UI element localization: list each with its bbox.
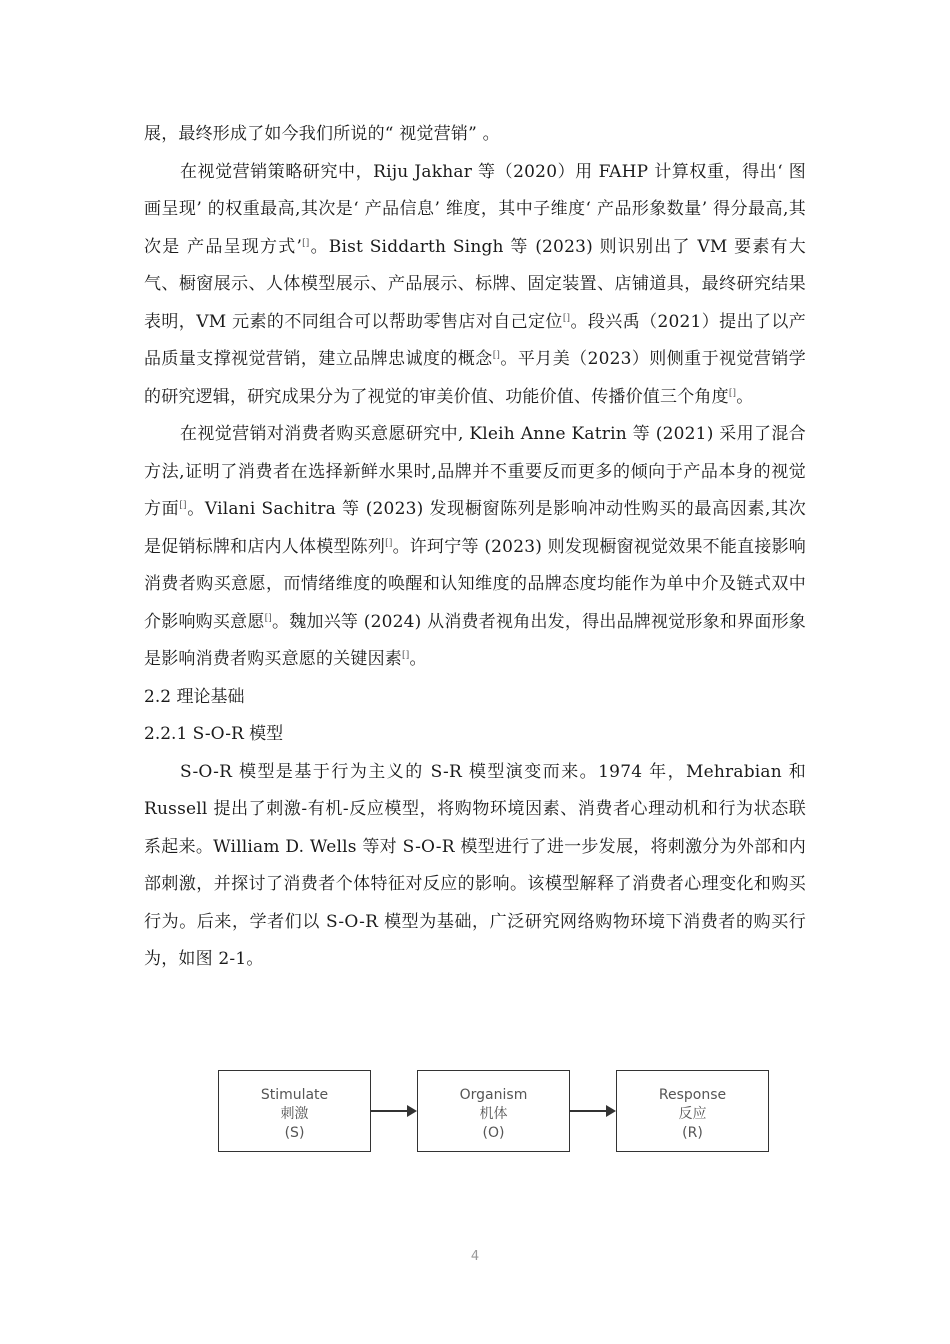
organism-label-en: Organism bbox=[459, 1087, 528, 1103]
paragraph-continuation bbox=[144, 116, 806, 154]
organism-box bbox=[417, 1070, 570, 1152]
paragraph-text: 。Bist Siddarth Singh 等 (2023) 则识别出了 VM 要素有大气、橱窗展示、人体模型展示、产品展示、标牌、固定装置、店铺道具，最终研究结果表明，VM 元素的不同组合可以帮助零售店对自己定位 bbox=[144, 236, 806, 332]
paragraph-text: 。Vilani Sachitra 等 (2023) 发现橱窗陈列是影响冲动性购买的最高因素,其次是促销标牌和店内人体模型陈列 bbox=[144, 499, 806, 557]
paragraph-text: 。平月美（2023）则侧重于视觉营销学的研究逻辑，研究成果分为了视觉的审美价值、功能价值、传播价值三个角度 bbox=[144, 349, 806, 407]
body-text bbox=[144, 116, 806, 979]
citation-ref: [] bbox=[264, 612, 272, 623]
sor-model-diagram bbox=[218, 1070, 770, 1156]
citation-ref: [] bbox=[179, 500, 187, 511]
citation-ref: [] bbox=[562, 312, 571, 323]
paragraph-text: 。 bbox=[409, 649, 427, 669]
paragraph-purchase-intention bbox=[144, 416, 806, 679]
paragraph-sor-model bbox=[144, 754, 806, 979]
citation-ref: [] bbox=[728, 387, 737, 398]
stimulus-label-zh: 刺激 bbox=[280, 1106, 309, 1122]
response-label-en: Response bbox=[658, 1087, 727, 1103]
paragraph-text: 展，最终形成了如今我们所说的“ 视觉营销” 。 bbox=[144, 124, 500, 144]
response-box bbox=[616, 1070, 769, 1152]
paragraph-text: 。魏加兴等 (2024) 从消费者视角出发，得出品牌视觉形象和界面形象是影响消费者购买意愿的关键因素 bbox=[144, 611, 806, 669]
arrow-s-to-o bbox=[371, 1110, 415, 1112]
organism-label-zh: 机体 bbox=[479, 1106, 508, 1122]
response-label-zh: 反应 bbox=[678, 1106, 707, 1122]
citation-ref: [] bbox=[402, 650, 410, 661]
stimulus-box bbox=[218, 1070, 371, 1152]
paragraph-text: 。许珂宁等 (2023) 则发现橱窗视觉效果不能直接影响消费者购买意愿，而情绪维度的唤醒和认知维度的品牌态度均能作为单中介及链式双中介影响购买意愿 bbox=[144, 536, 806, 632]
paragraph-text: 。段兴禹（2021）提出了以产品质量支撑视觉营销，建立品牌忠诚度的概念 bbox=[144, 311, 806, 369]
paragraph-text: 。 bbox=[736, 386, 754, 407]
citation-ref: [] bbox=[492, 350, 501, 361]
paragraph-text: 在视觉营销对消费者购买意愿研究中, Kleih Anne Katrin 等 (2021) 采用了混合方法,证明了消费者在选择新鲜水果时,品牌并不重要反而更多的倾向于产品本身的视觉方面 bbox=[144, 424, 806, 519]
paragraph-strategy-research bbox=[144, 154, 806, 417]
arrow-o-to-r bbox=[570, 1110, 614, 1112]
response-label-abbr: (R) bbox=[682, 1125, 703, 1141]
section-heading: 2.2 理论基础 bbox=[144, 686, 245, 707]
citation-ref: [] bbox=[385, 537, 393, 548]
paragraph-text: 在视觉营销策略研究中，Riju Jakhar 等（2020）用 FAHP 计算权重，得出‘ 图画呈现’ 的权重最高,其次是‘ 产品信息’ 维度，其中子维度‘ 产品形象数量’ 得分最高,其次是 产品呈现方式’ bbox=[144, 161, 806, 257]
subsection-heading: 2.2.1 S-O-R 模型 bbox=[144, 724, 284, 744]
paragraph-text: S-O-R 模型是基于行为主义的 S-R 模型演变而来。1974 年，Mehrabian 和 Russell 提出了刺激-有机-反应模型，将购物环境因素、消费者心理动机和行为状态联系起来。William D. Wells 等对 S-O-R 模型进行了进一步发展，将刺激分为外部和内部刺激，并探讨了消费者个体特征对反应的影响。该模型解释了消费者心理变化和购买行为。后来，学者们以 S-O-R 模型为基础，广泛研究网络购物环境下消费者的购买行为，如图 2-1。 bbox=[144, 761, 806, 969]
organism-label-abbr: (O) bbox=[482, 1125, 505, 1141]
citation-ref: [] bbox=[302, 237, 310, 248]
stimulus-label-en: Stimulate bbox=[260, 1087, 329, 1103]
page-number: 4 bbox=[470, 1249, 480, 1264]
stimulus-label-abbr: (S) bbox=[284, 1125, 305, 1141]
